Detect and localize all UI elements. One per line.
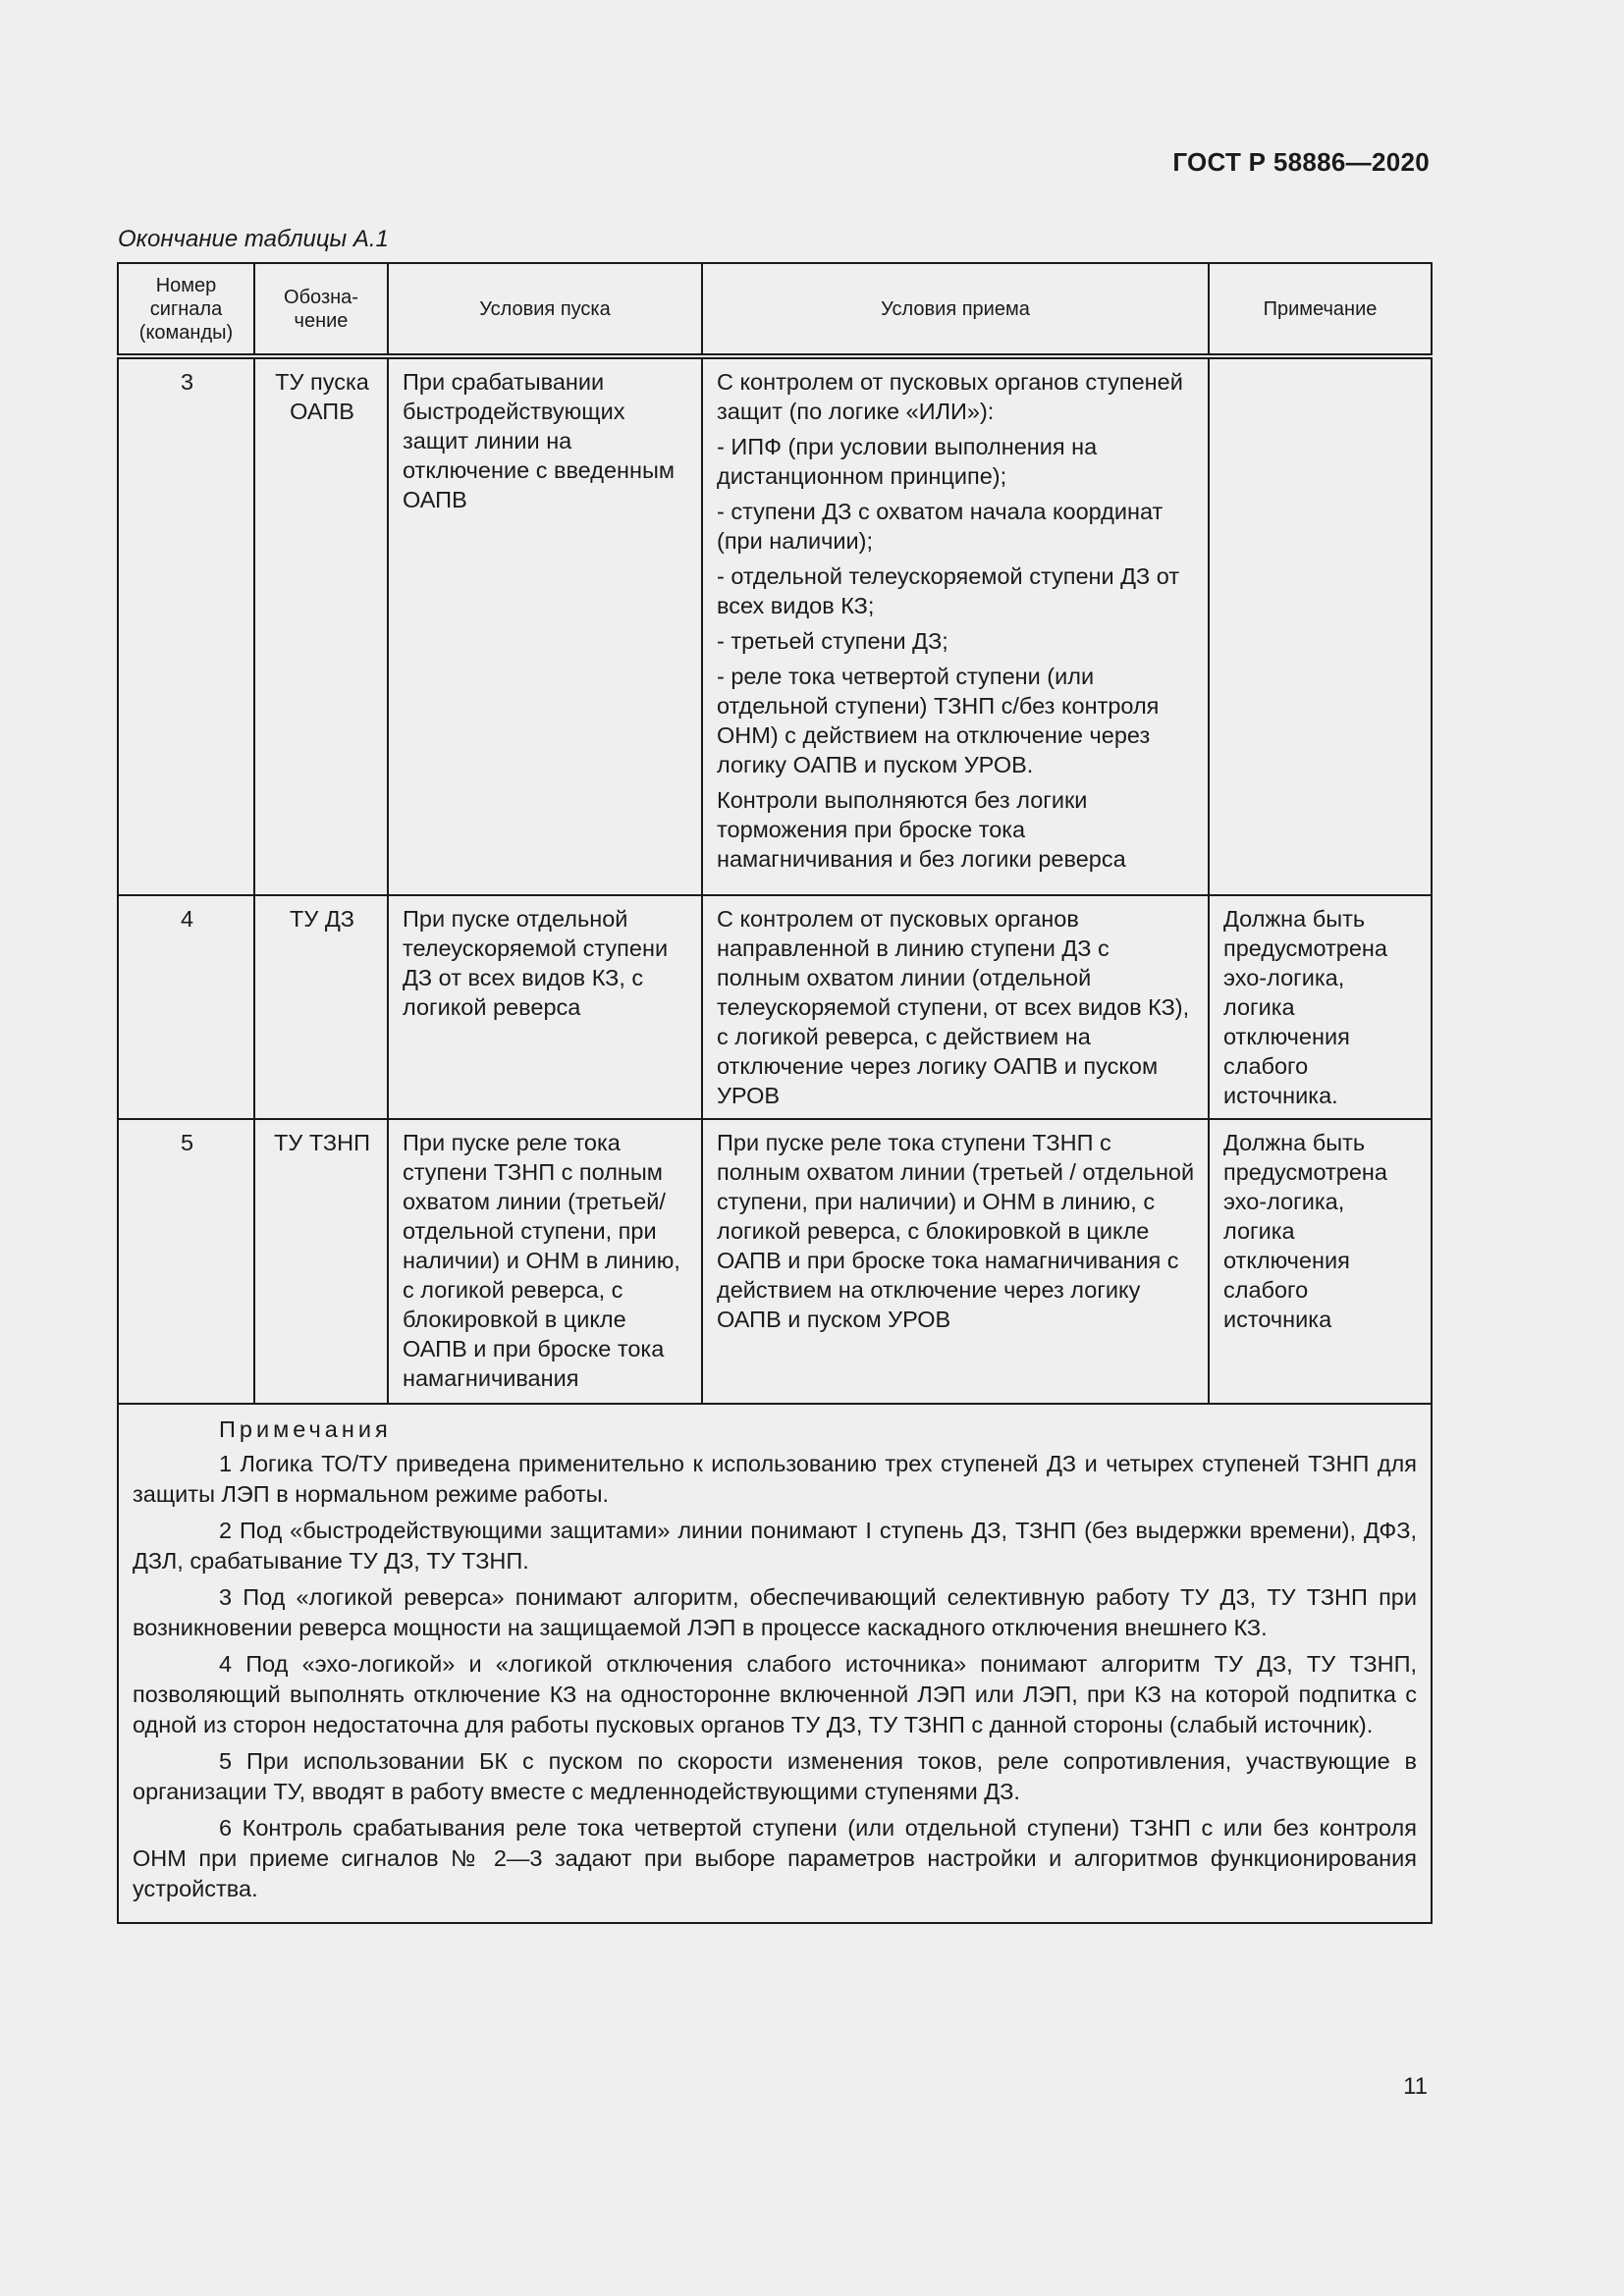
col-header-receive-conditions: Условия приема xyxy=(702,263,1209,356)
notes-row xyxy=(118,1404,1432,1923)
receive-paragraph: При пуске реле тока ступени ТЗНП с полным охватом линии (третьей / отдельной ступени, при наличии) и ОНМ в линию, с логикой реверса, с блокировкой в цикле ОАПВ и при броске тока намагничивания с действием на отключение через логику ОАПВ и пуском УРОВ xyxy=(717,1130,1195,1332)
col-header-signal-number: Номер сигнала (команды) xyxy=(118,263,254,356)
document-standard-header: ГОСТ Р 58886—2020 xyxy=(1172,147,1430,177)
receive-paragraph: - ИПФ (при условии выполнения на дистанционном принципе); xyxy=(717,434,1098,489)
cell-start-conditions: При пуске реле тока ступени ТЗНП с полным охватом линии (третьей/отдельной ступени, при наличии) и ОНМ в линию, с логикой реверса, с блокировкой в цикле ОАПВ и при броске тока намагничивания xyxy=(388,1119,702,1404)
cell-start-conditions: При пуске отдельной телеускоряемой ступени ДЗ от всех видов КЗ, с логикой реверса xyxy=(388,895,702,1119)
note-item: 3 Под «логикой реверса» понимают алгоритм, обеспечивающий селективную работу ТУ ДЗ, ТУ ТЗНП при возникновении реверса мощности на защищаемой ЛЭП в процессе каскадного отключения внешнего КЗ. xyxy=(133,1584,1417,1640)
cell-signal-number: 4 xyxy=(118,895,254,1119)
table-caption: Окончание таблицы А.1 xyxy=(118,226,389,252)
receive-paragraph: Контроли выполняются без логики торможения при броске тока намагничивания и без логики реверса xyxy=(717,787,1126,872)
note-item: 6 Контроль срабатывания реле тока четвертой ступени (или отдельной ступени) ТЗНП с или без контроля ОНМ при приеме сигналов № 2—3 задают при выборе параметров настройки и алгоритмов функционирования устройства. xyxy=(133,1815,1417,1901)
cell-note xyxy=(1209,356,1432,895)
cell-receive-conditions xyxy=(702,895,1209,1119)
table-row xyxy=(118,895,1432,1119)
note-item: 2 Под «быстродействующими защитами» линии понимают I ступень ДЗ, ТЗНП (без выдержки времени), ДФЗ, ДЗЛ, срабатывание ТУ ДЗ, ТУ ТЗНП. xyxy=(133,1518,1417,1574)
receive-paragraph: - третьей ступени ДЗ; xyxy=(717,628,948,654)
col-header-start-conditions: Условия пуска xyxy=(388,263,702,356)
notes-title: Примечания xyxy=(219,1416,392,1442)
table-row xyxy=(118,1119,1432,1404)
receive-paragraph: С контролем от пусковых органов ступеней защит (по логике «ИЛИ»): xyxy=(717,369,1183,424)
note-item: 5 При использовании БК с пуском по скорости изменения токов, реле сопротивления, участвующие в организации ТУ, вводят в работу вместе с медленнодействующими ступенями ДЗ. xyxy=(133,1748,1417,1804)
table-row xyxy=(118,356,1432,895)
cell-signal-number: 3 xyxy=(118,356,254,895)
cell-receive-conditions xyxy=(702,1119,1209,1404)
receive-paragraph: - реле тока четвертой ступени (или отдельной ступени) ТЗНП с/без контроля ОНМ) с действием на отключение через логику ОАПВ и пуском УРОВ. xyxy=(717,664,1160,777)
signal-table xyxy=(117,262,1433,1924)
cell-note: Должна быть предусмотрена эхо-логика, логика отключения слабого источника. xyxy=(1209,895,1432,1119)
table-header-row xyxy=(118,263,1432,356)
receive-paragraph: - ступени ДЗ с охватом начала координат (при наличии); xyxy=(717,499,1164,554)
signal-table-container xyxy=(117,262,1431,1924)
cell-note: Должна быть предусмотрена эхо-логика, логика отключения слабого источника xyxy=(1209,1119,1432,1404)
notes-section xyxy=(118,1404,1432,1923)
cell-designation: ТУ ДЗ xyxy=(254,895,388,1119)
note-item: 1 Логика ТО/ТУ приведена применительно к использованию трех ступеней ДЗ и четырех ступеней ТЗНП для защиты ЛЭП в нормальном режиме работы. xyxy=(133,1451,1417,1507)
cell-designation: ТУ пуска ОАПВ xyxy=(254,356,388,895)
receive-paragraph: - отдельной телеускоряемой ступени ДЗ от всех видов КЗ; xyxy=(717,563,1180,618)
receive-paragraph: С контролем от пусковых органов направленной в линию ступени ДЗ с полным охватом линии (отдельной телеускоряемой ступени, от всех видов КЗ), с логикой реверса, с действием на отключение через логику ОАПВ и пуском УРОВ xyxy=(717,906,1190,1108)
page-number: 11 xyxy=(1403,2073,1428,2100)
cell-receive-conditions xyxy=(702,356,1209,895)
note-item: 4 Под «эхо-логикой» и «логикой отключения слабого источника» понимают алгоритм ТУ ДЗ, ТУ ТЗНП, позволяющий выполнять отключение КЗ на односторонне включенной ЛЭП или ЛЭП, при КЗ на которой подпитка с одной из сторон недостаточна для работы пусковых органов ТУ ДЗ, ТУ ТЗНП с данной стороны (слабый источник). xyxy=(133,1651,1417,1737)
col-header-designation: Обозна-чение xyxy=(254,263,388,356)
col-header-note: Примечание xyxy=(1209,263,1432,356)
cell-signal-number: 5 xyxy=(118,1119,254,1404)
cell-start-conditions: При срабатывании быстродействующих защит линии на отключение с введенным ОАПВ xyxy=(388,356,702,895)
cell-designation: ТУ ТЗНП xyxy=(254,1119,388,1404)
